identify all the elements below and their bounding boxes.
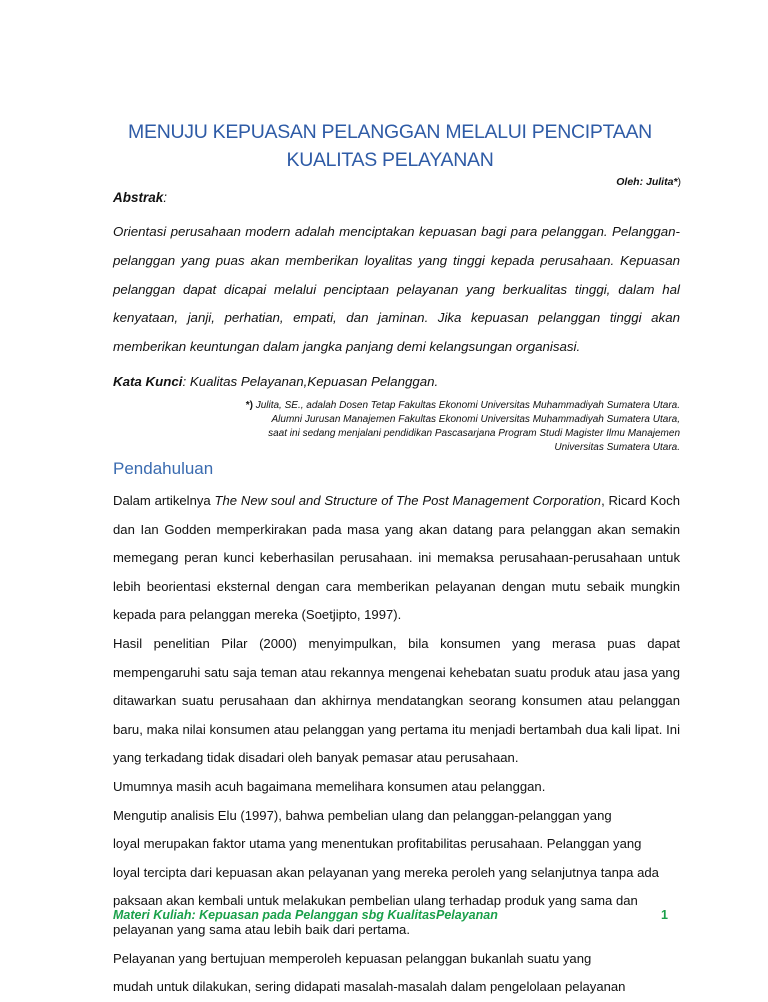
paragraph-1-suffix: , Ricard Koch dan Ian Godden memperkirakan pada masa yang akan datang para pelanggan akan semakin memegang peran kunci keberhasilan perusahaan. ini memaksa perusahaan-perusahaan untuk lebih beorientasi eksternal dengan cara memberikan pelayanan dengan mutu sebaik mungkin kepada para pelanggan mereka (Soetjipto, 1997). [113,493,680,623]
paragraph-2: Hasil penelitian Pilar (2000) menyimpulkan, bila konsumen yang merasa puas dapat mempengaruhi satu saja teman atau rekannya mengenai kehebatan suatu produk atau jasa yang ditawarkan suatu perusahaan dan akhirnya mendatangkan seorang konsumen atau pelanggan baru, maka nilai konsumen atau pelanggan yang pertama itu menjadi bertambah dua kali lipat. Ini yang terkadang tidak disadari oleh banyak pemasar atau perusahaan. [113,635,680,766]
footnote-marker: *) [245,400,253,411]
footnote-line-3: saat ini sedang menjalani pendidikan Pascasarjana Program Studi Magister Ilmu Manajemen [268,428,680,439]
author-byline [616,176,681,188]
paragraph-4-line: paksaan akan kembali untuk melakukan pembelian ulang terhadap produk yang sama dan [113,893,638,909]
paragraph-4-line: pelayanan yang sama atau lebih baik dari pertama. [113,921,410,937]
keywords-text: : Kualitas Pelayanan,Kepuasan Pelanggan. [182,374,439,389]
page-number: 1 [661,908,668,922]
author-paren: ) [677,176,681,188]
document-title [100,118,680,174]
author-name: Oleh: Julita* [616,176,678,188]
keywords-label: Kata Kunci [113,374,183,389]
paragraph-5-line: Pelayanan yang bertujuan memperoleh kepuasan pelanggan bukanlah suatu yang [113,950,592,966]
paragraph-4-line: Mengutip analisis Elu (1997), bahwa pembelian ulang dan pelanggan-pelanggan yang [113,807,612,823]
abstract-label-text: Abstrak [113,190,164,205]
page-footer [113,908,668,922]
footer-text: Materi Kuliah: Kepuasan pada Pelanggan sbg KualitasPelayanan [113,908,498,922]
paragraph-4-line: loyal tercipta dari kepuasan akan pelayanan yang mereka peroleh yang selanjutnya tanpa ada [113,864,659,880]
paragraph-5 [113,945,680,1002]
paragraph-1-prefix: Dalam artikelnya [113,493,215,508]
paragraph-4 [113,802,680,945]
paragraph-3: Umumnya masih acuh bagaimana memelihara konsumen atau pelanggan. [113,778,546,794]
title-line-2: KUALITAS PELAYANAN [286,149,494,171]
abstract-text: Orientasi perusahaan modern adalah menciptakan kepuasan bagi para pelanggan. Pelanggan-pelanggan yang puas akan memberikan loyalitas yang tinggi kepada perusahaan. Kepuasan pelanggan dapat dicapai melalui penciptaan pelayanan yang berkualitas tinggi, dalam hal kenyataan, janji, perhatian, empati, dan jaminan. Jika kepuasan pelanggan tinggi akan memberikan keuntungan dalam jangka panjang demi kelangsungan organisasi. [113,224,680,355]
paragraph-4-line: loyal merupakan faktor utama yang menentukan profitabilitas perusahaan. Pelanggan yang [113,836,642,852]
keywords [113,374,438,389]
footnote-line-1 [120,399,680,413]
paragraph-1 [113,487,680,630]
author-footnote [120,399,680,455]
footnote-line-4: Universitas Sumatera Utara. [554,442,680,453]
footnote-line-1-text: Julita, SE., adalah Dosen Tetap Fakultas Ekonomi Universitas Muhammadiyah Sumatera Utara. [252,400,680,411]
abstract-label [113,190,167,205]
article-title-citation: The New soul and Structure of The Post Management Corporation [214,493,602,508]
paragraph-5-line: mudah untuk dilakukan, sering didapati masalah-masalah dalam pengelolaan pelayanan [113,979,626,995]
section-heading-pendahuluan: Pendahuluan [113,459,214,478]
title-line-1: MENUJU KEPUASAN PELANGGAN MELALUI PENCIPTAAN [128,121,652,143]
body-text [113,487,680,1002]
footnote-line-2: Alumni Jurusan Manajemen Fakultas Ekonomi Universitas Muhammadiyah Sumatera Utara, [271,414,680,425]
abstract-label-colon: : [163,190,168,205]
